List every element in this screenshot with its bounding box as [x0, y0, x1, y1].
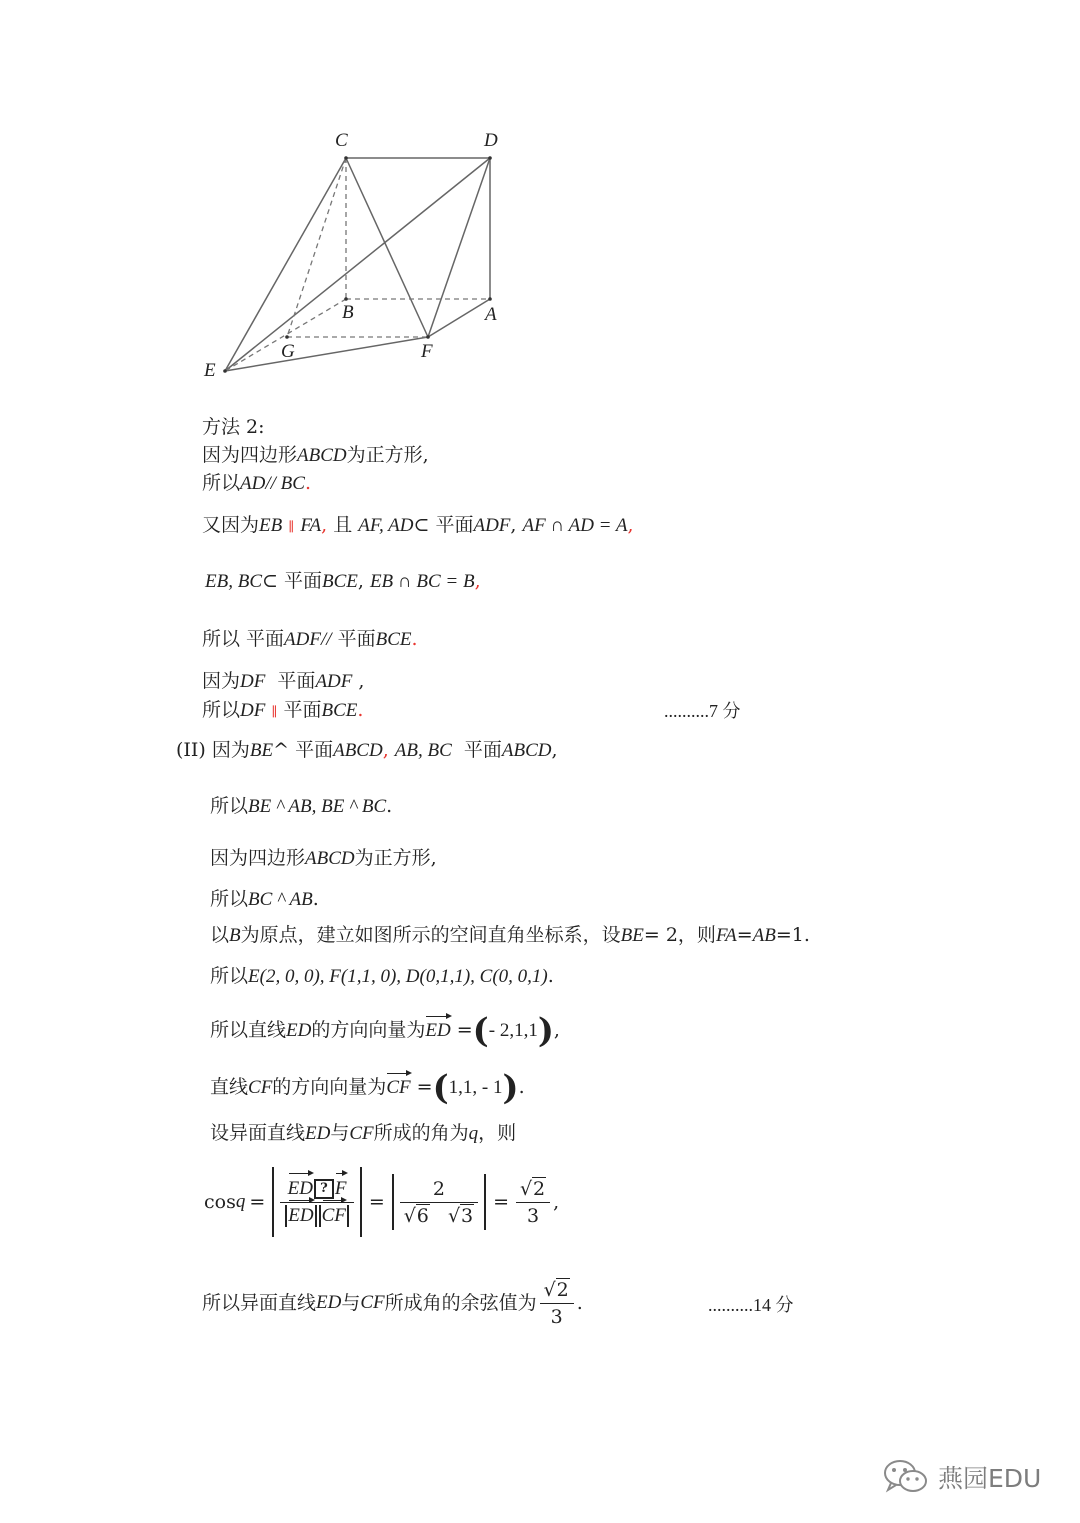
vertex-label-E: E	[204, 360, 216, 381]
watermark-text: 燕园EDU	[938, 1464, 1042, 1493]
geometry-figure	[0, 0, 1080, 400]
wechat-logo-icon	[882, 1457, 930, 1497]
part2-first-line: (II) 因为BE^ 平面ABCD, AB, BC 平面ABCD,	[176, 739, 558, 761]
vertex-label-D: D	[484, 130, 498, 151]
line-planes-parallel: 所以 平面ADF// 平面BCE.	[202, 628, 418, 650]
vertex-label-B: B	[342, 302, 354, 323]
vertex-label-F: F	[421, 341, 433, 362]
line-square-2: 因为四边形ABCD为正方形,	[210, 847, 437, 869]
line-ad-parallel-bc: 所以AD// BC.	[202, 472, 311, 494]
vertex-label-A: A	[485, 304, 497, 325]
line-square: 因为四边形ABCD为正方形,	[202, 444, 429, 466]
line-df-in-plane: 因为DF 平面ADF ,	[202, 670, 365, 692]
line-cf-vector: 直线CF的方向向量为CF =(1,1, - 1).	[210, 1068, 525, 1108]
line-ed-vector: 所以直线ED的方向向量为ED =(- 2,1,1),	[210, 1011, 560, 1051]
line-coordinate-system: 以B为原点，建立如图所示的空间直角坐标系，设BE= 2，则FA=AB=1.	[210, 924, 810, 946]
score-14: ..........14 分	[708, 1295, 794, 1315]
edge-DE	[225, 158, 490, 371]
line-conclusion: 所以异面直线 ED 与 CF 所成角的余弦值为 √ $\frac{2}{3}$ .	[202, 1272, 583, 1334]
watermark	[882, 1457, 1041, 1497]
edge-EF	[225, 337, 428, 371]
line-eb-bc-plane: EB, BC⊂ 平面BCE, EB ∩ BC = B,	[205, 570, 481, 592]
vertex-label-C: C	[335, 130, 348, 151]
method-title: 方法 2:	[202, 416, 265, 438]
line-eb-parallel-fa: 又因为EB ∥ FA, 且 AF, AD⊂ 平面ADF, AF ∩ AD = A,	[202, 514, 634, 536]
edge-CE	[225, 158, 346, 371]
line-df-parallel-plane: 所以DF ∥ 平面BCE.	[202, 699, 364, 721]
vertex-label-G: G	[281, 341, 295, 362]
edge-CF	[346, 158, 428, 337]
line-coordinates: 所以E(2, 0, 0), F(1,1, 0), D(0,1,1), C(0, 0,1).	[210, 965, 554, 987]
edge-FA	[428, 299, 490, 337]
score-7: ..........7 分	[664, 701, 741, 721]
cos-equation: cos q = ED ? F ED CF = 2 √ 6 √ 3 = √ $\frac{2}{3}$ ,	[204, 1162, 559, 1242]
line-bc-perp-ab: 所以BC ^ AB.	[210, 888, 319, 910]
line-angle-def: 设异面直线ED与CF所成的角为q，则	[210, 1122, 517, 1144]
edge-DF	[428, 158, 490, 337]
line-be-perp: 所以BE ^ AB, BE ^ BC.	[210, 795, 393, 817]
